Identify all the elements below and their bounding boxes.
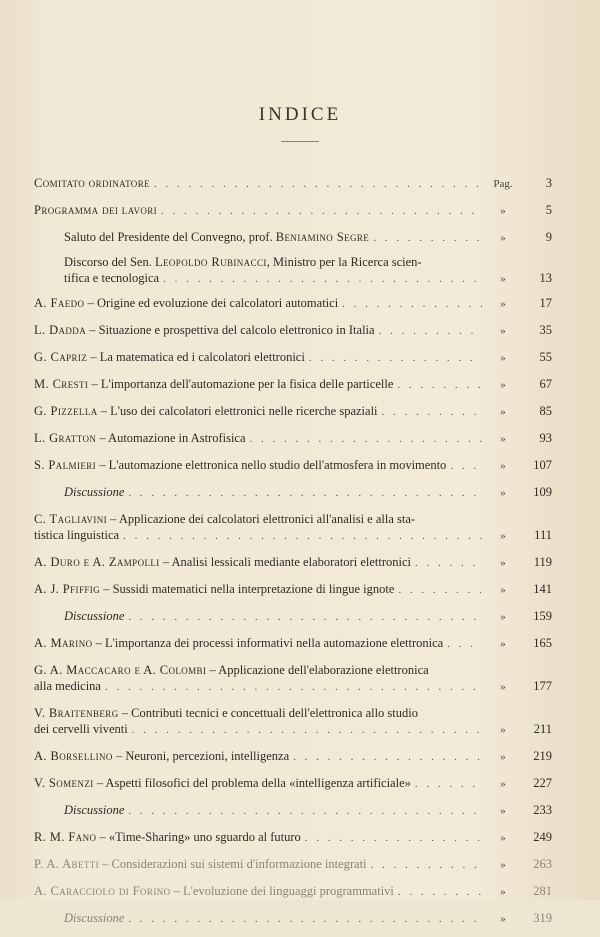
entry-row bbox=[34, 484, 552, 501]
entry-text bbox=[34, 748, 289, 764]
entry-title: – Origine ed evoluzione dei calcolatori automatici bbox=[84, 296, 339, 310]
page-marker: » bbox=[500, 832, 506, 844]
page-marker: » bbox=[500, 859, 506, 871]
entry-title: – Neuroni, percezioni, intelligenza bbox=[112, 749, 290, 763]
page-marker: » bbox=[500, 638, 506, 650]
page-number: 35 bbox=[539, 323, 552, 337]
page-marker: » bbox=[500, 584, 506, 596]
entry-row bbox=[34, 403, 552, 420]
entry-second-line bbox=[34, 721, 552, 738]
dot-leader bbox=[293, 749, 482, 765]
entry-row bbox=[34, 322, 552, 339]
entry-author: C. Tagliavini bbox=[34, 512, 108, 526]
entry-title: – «Time-Sharing» uno sguardo al futuro bbox=[96, 830, 301, 844]
entry-row bbox=[34, 775, 552, 792]
toc-entry bbox=[64, 229, 552, 246]
entry-text bbox=[34, 376, 393, 392]
page-number: 159 bbox=[533, 609, 552, 623]
entry-title: – Applicazione dei calcolatori elettronici all'analisi e alla sta- bbox=[107, 512, 416, 526]
toc-entry bbox=[34, 295, 552, 312]
entry-author: A. Marino bbox=[34, 636, 93, 650]
entry-text bbox=[34, 457, 446, 473]
toc-entry bbox=[34, 856, 552, 873]
dot-leader bbox=[447, 636, 482, 652]
entry-text bbox=[34, 883, 394, 899]
dot-leader bbox=[382, 404, 482, 420]
entry-title: – Considerazioni sui sistemi d'informazione integrati bbox=[99, 857, 367, 871]
entry-text bbox=[34, 175, 150, 191]
toc-entry bbox=[34, 430, 552, 447]
toc-entry bbox=[34, 581, 552, 598]
entry-person: Beniamino Segre bbox=[275, 230, 370, 244]
entry-row bbox=[34, 376, 552, 393]
entry-text bbox=[34, 829, 301, 845]
page-number: 219 bbox=[533, 749, 552, 763]
toc-entry bbox=[34, 802, 552, 819]
page-number: 85 bbox=[539, 404, 552, 418]
page-marker: » bbox=[500, 681, 506, 693]
page-number: 119 bbox=[533, 555, 552, 569]
entry-author: A. Caracciolo di Forino bbox=[34, 884, 171, 898]
entry-author: V. Braitenberg bbox=[34, 706, 119, 720]
page-marker: » bbox=[500, 379, 506, 391]
entry-row bbox=[34, 910, 552, 927]
entry-row bbox=[34, 635, 552, 652]
entry-text bbox=[34, 775, 411, 791]
toc-entry bbox=[34, 662, 552, 695]
discussion-label: Discussione bbox=[64, 911, 125, 925]
dot-leader bbox=[397, 377, 482, 393]
title-rule bbox=[281, 141, 319, 142]
entry-title: – L'uso dei calcolatori elettronici nelle ricerche spaziali bbox=[97, 404, 378, 418]
dot-leader bbox=[163, 271, 482, 287]
entry-first-line bbox=[34, 511, 552, 527]
toc-entry bbox=[34, 511, 552, 544]
toc-entry bbox=[34, 775, 552, 792]
entry-author: S. Palmieri bbox=[34, 458, 97, 472]
toc-entry bbox=[34, 322, 552, 339]
entry-title: – L'importanza dell'automazione per la fisica delle particelle bbox=[88, 377, 394, 391]
entry-row bbox=[34, 856, 552, 873]
discussion-label: Discussione bbox=[64, 609, 125, 623]
toc-entry bbox=[34, 484, 552, 501]
entry-row bbox=[34, 349, 552, 366]
page-marker: » bbox=[500, 352, 506, 364]
toc-entry bbox=[34, 403, 552, 420]
entry-author: M. Cresti bbox=[34, 377, 89, 391]
page-marker: » bbox=[500, 460, 506, 472]
entry-row bbox=[34, 883, 552, 900]
entry-text bbox=[34, 512, 415, 526]
dot-leader bbox=[415, 776, 482, 792]
toc-entry bbox=[34, 349, 552, 366]
entry-continuation: alla medicina bbox=[34, 679, 101, 693]
toc-entry bbox=[34, 829, 552, 846]
page-number: 13 bbox=[539, 271, 552, 285]
entry-author: A. Borsellino bbox=[34, 749, 113, 763]
entry-row bbox=[64, 229, 552, 246]
entry-author: G. Pizzella bbox=[34, 404, 98, 418]
entry-text bbox=[34, 635, 443, 651]
page-number: 165 bbox=[533, 636, 552, 650]
entry-continuation: tifica e tecnologica bbox=[64, 271, 160, 285]
page-marker: » bbox=[500, 778, 506, 790]
entry-text bbox=[34, 554, 411, 570]
entry-row bbox=[34, 554, 552, 571]
page-number: 9 bbox=[545, 230, 552, 244]
page-number: 17 bbox=[539, 296, 552, 310]
page-marker: » bbox=[500, 487, 506, 499]
dot-leader bbox=[128, 609, 482, 625]
page-number: 227 bbox=[533, 776, 552, 790]
entry-row bbox=[34, 295, 552, 312]
toc-entry bbox=[34, 635, 552, 652]
toc-entry bbox=[34, 910, 552, 927]
page-marker: » bbox=[500, 406, 506, 418]
page-number: 107 bbox=[533, 458, 552, 472]
dot-leader bbox=[305, 830, 482, 846]
entry-second-line bbox=[34, 678, 552, 695]
entry-author: G. Capriz bbox=[34, 350, 88, 364]
dot-leader bbox=[373, 230, 482, 246]
page-number: 111 bbox=[534, 528, 552, 542]
entry-title: – Situazione e prospettiva del calcolo elettronico in Italia bbox=[86, 323, 375, 337]
entry-author: A. Faedo bbox=[34, 296, 85, 310]
toc-entry bbox=[34, 376, 552, 393]
entry-text bbox=[34, 295, 338, 311]
toc-entry bbox=[64, 254, 552, 287]
entry-text bbox=[34, 706, 418, 720]
page-number: 177 bbox=[533, 679, 552, 693]
entry-row bbox=[34, 608, 552, 625]
page-number: 319 bbox=[533, 911, 552, 925]
page-number: 3 bbox=[545, 176, 552, 190]
dot-leader bbox=[105, 679, 482, 695]
entry-text bbox=[64, 229, 369, 245]
entry-author: L. Gratton bbox=[34, 431, 97, 445]
entry-row bbox=[34, 748, 552, 765]
page-number: 55 bbox=[539, 350, 552, 364]
entry-second-line bbox=[34, 527, 552, 544]
entry-text bbox=[34, 430, 246, 446]
entry-row bbox=[34, 430, 552, 447]
entry-title: – Applicazione dell'elaborazione elettronica bbox=[206, 663, 429, 677]
page-marker: » bbox=[500, 751, 506, 763]
toc-entry bbox=[34, 883, 552, 900]
page-number: 93 bbox=[539, 431, 552, 445]
entry-title: – L'evoluzione dei linguaggi programmativi bbox=[170, 884, 394, 898]
entry-title: – Analisi lessicali mediante elaboratori elettronici bbox=[159, 555, 411, 569]
page-number: 109 bbox=[533, 485, 552, 499]
page-marker: » bbox=[500, 611, 506, 623]
entry-rest: , Ministro per la Ricerca scien- bbox=[266, 255, 422, 269]
page-marker: » bbox=[500, 805, 506, 817]
entry-author: Programma dei lavori bbox=[34, 203, 158, 217]
page-marker: » bbox=[500, 433, 506, 445]
page-marker: » bbox=[500, 886, 506, 898]
toc-entry bbox=[34, 608, 552, 625]
page-marker: » bbox=[500, 724, 506, 736]
dot-leader bbox=[128, 911, 482, 927]
dot-leader bbox=[154, 176, 482, 192]
dot-leader bbox=[450, 458, 482, 474]
entry-row bbox=[34, 802, 552, 819]
dot-leader bbox=[250, 431, 482, 447]
dot-leader bbox=[371, 857, 482, 873]
entry-second-line bbox=[64, 270, 552, 287]
dot-leader bbox=[132, 722, 482, 738]
entry-author: L. Dadda bbox=[34, 323, 87, 337]
page-number: 233 bbox=[533, 803, 552, 817]
entry-lead: Saluto del Presidente del Convegno, prof. bbox=[64, 230, 273, 244]
page-number: 141 bbox=[533, 582, 552, 596]
page-number: 263 bbox=[533, 857, 552, 871]
entry-row bbox=[34, 175, 552, 192]
entry-title: – Contributi tecnici e concettuali dell'elettronica allo studio bbox=[118, 706, 418, 720]
page-number: 67 bbox=[539, 377, 552, 391]
entry-first-line bbox=[34, 705, 552, 721]
dot-leader bbox=[309, 350, 482, 366]
dot-leader bbox=[161, 203, 482, 219]
dot-leader bbox=[398, 582, 482, 598]
entry-text bbox=[34, 202, 157, 218]
page-marker: » bbox=[500, 205, 506, 217]
dot-leader bbox=[128, 803, 482, 819]
entry-title: – L'automazione elettronica nello studio dell'atmosfera in movimento bbox=[96, 458, 447, 472]
page-number: 211 bbox=[533, 722, 552, 736]
page-marker: » bbox=[500, 325, 506, 337]
dot-leader bbox=[415, 555, 482, 571]
entry-text bbox=[34, 856, 367, 872]
entry-author: R. M. Fano bbox=[34, 830, 97, 844]
dot-leader bbox=[342, 296, 482, 312]
entry-person: Leopoldo Rubinacci bbox=[154, 255, 267, 269]
page-number: 281 bbox=[533, 884, 552, 898]
page-number: 5 bbox=[545, 203, 552, 217]
entry-first-line bbox=[64, 254, 552, 270]
table-of-contents bbox=[34, 175, 552, 937]
dot-leader bbox=[379, 323, 482, 339]
page-marker: Pag. bbox=[493, 178, 513, 190]
entry-text bbox=[34, 349, 305, 365]
page-marker: » bbox=[500, 298, 506, 310]
entry-text bbox=[64, 255, 422, 269]
toc-entry bbox=[34, 202, 552, 219]
entry-author: G. A. Maccacaro e A. Colombi bbox=[34, 663, 207, 677]
page-title: INDICE bbox=[258, 104, 342, 125]
page-number: 249 bbox=[533, 830, 552, 844]
entry-continuation: tistica linguistica bbox=[34, 528, 120, 542]
entry-title: – Sussidi matematici nella interpretazione di lingue ignote bbox=[100, 582, 395, 596]
entry-title: – Aspetti filosofici del problema della «intelligenza artificiale» bbox=[93, 776, 411, 790]
entry-title: – La matematica ed i calcolatori elettronici bbox=[87, 350, 305, 364]
entry-author: A. Duro e A. Zampolli bbox=[34, 555, 160, 569]
entry-first-line bbox=[34, 662, 552, 678]
entry-author: V. Somenzi bbox=[34, 776, 94, 790]
toc-entry bbox=[34, 554, 552, 571]
entry-text bbox=[34, 581, 394, 597]
toc-entry bbox=[34, 175, 552, 192]
entry-title: – Automazione in Astrofisica bbox=[96, 431, 246, 445]
entry-text bbox=[34, 663, 429, 677]
entry-text bbox=[34, 322, 375, 338]
entry-lead: Discorso del Sen. bbox=[64, 255, 152, 269]
entry-row bbox=[34, 581, 552, 598]
toc-entry bbox=[34, 457, 552, 474]
page-marker: » bbox=[500, 232, 506, 244]
entry-author: P. A. Abetti bbox=[34, 857, 100, 871]
page-marker: » bbox=[500, 913, 506, 925]
discussion-label: Discussione bbox=[64, 485, 125, 499]
entry-text bbox=[34, 403, 378, 419]
entry-row bbox=[34, 829, 552, 846]
dot-leader bbox=[128, 485, 482, 501]
entry-title: – L'importanza dei processi informativi nella automazione elettronica bbox=[92, 636, 444, 650]
toc-entry bbox=[34, 748, 552, 765]
discussion-label: Discussione bbox=[64, 803, 125, 817]
entry-author: Comitato ordinatore bbox=[34, 176, 151, 190]
dot-leader bbox=[123, 528, 482, 544]
page-marker: » bbox=[500, 557, 506, 569]
entry-row bbox=[34, 202, 552, 219]
entry-author: A. J. Pfiffig bbox=[34, 582, 101, 596]
page-marker: » bbox=[500, 530, 506, 542]
dot-leader bbox=[398, 884, 482, 900]
entry-continuation: dei cervelli viventi bbox=[34, 722, 128, 736]
entry-row bbox=[34, 457, 552, 474]
page-marker: » bbox=[500, 273, 506, 285]
toc-entry bbox=[34, 705, 552, 738]
